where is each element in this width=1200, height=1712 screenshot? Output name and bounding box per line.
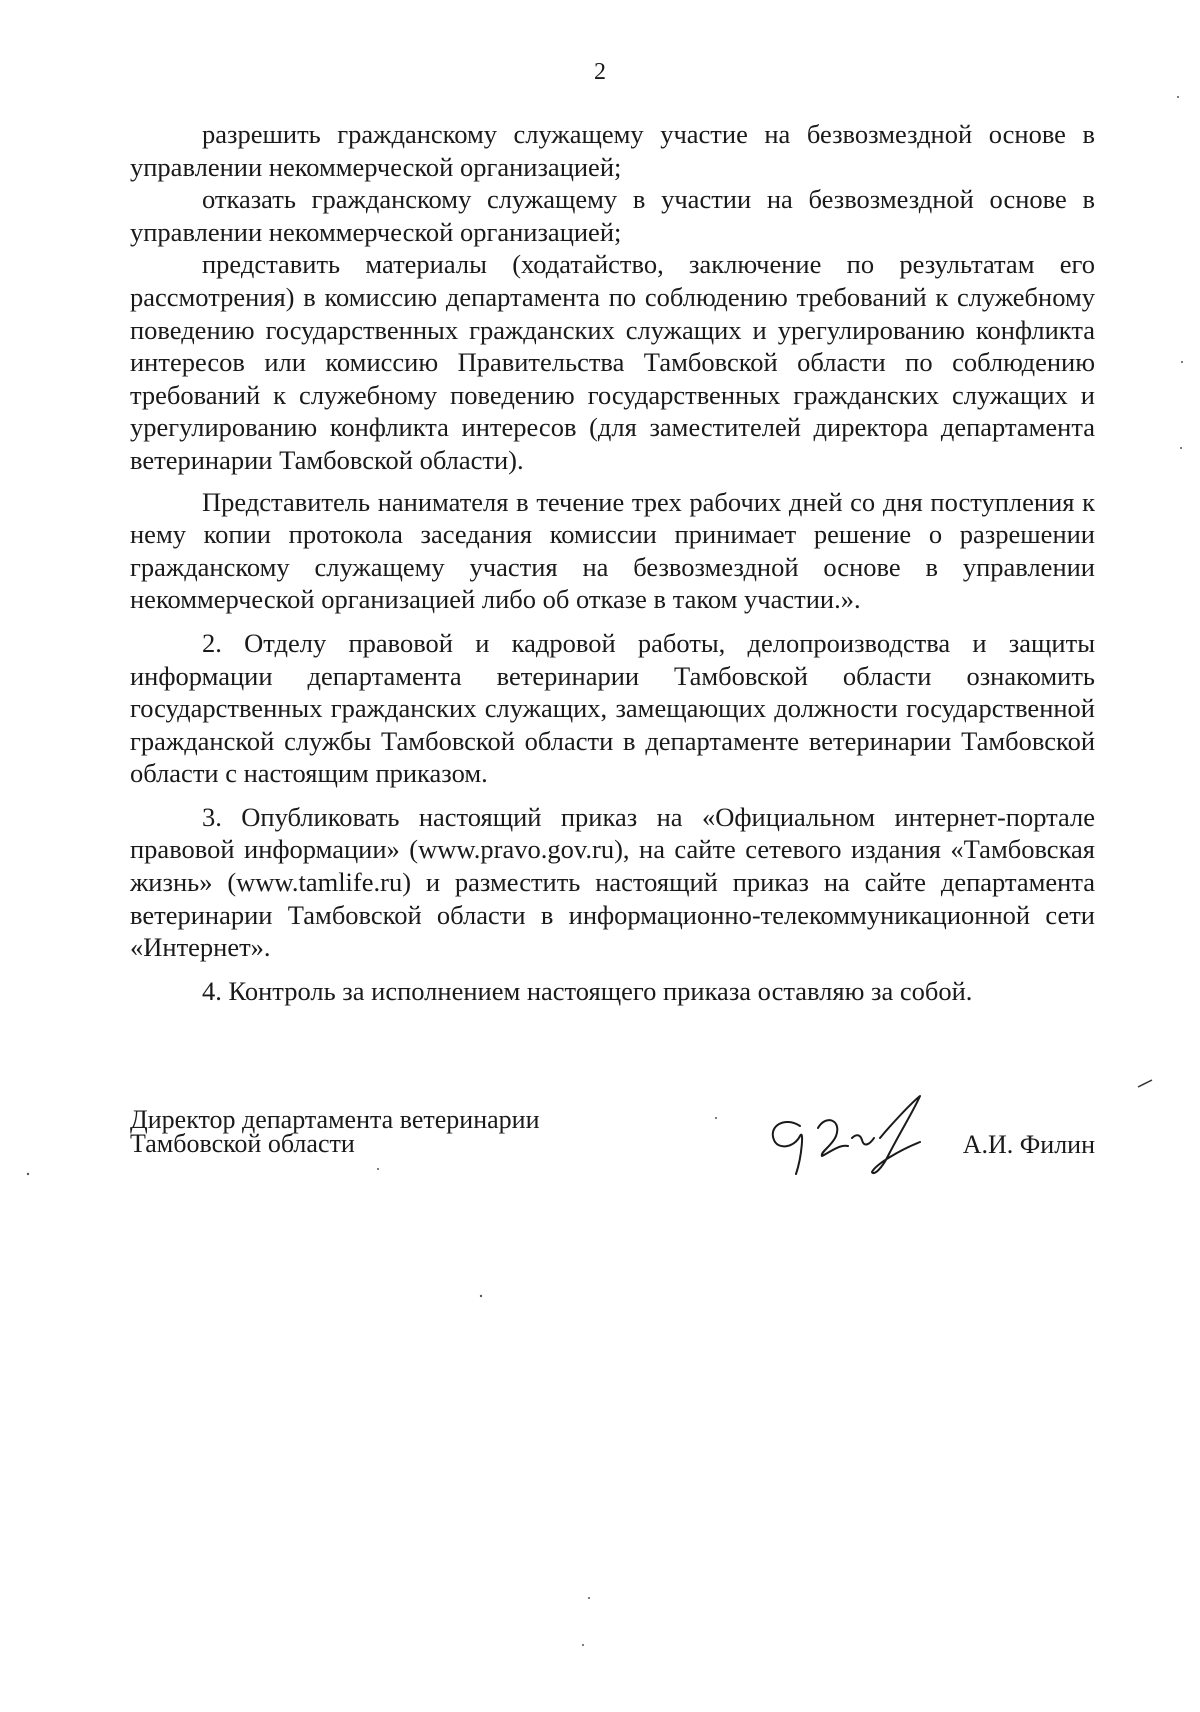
paragraph-item-4: 4. Контроль за исполнением настоящего приказа оставляю за собой. bbox=[202, 975, 973, 1006]
paragraph-submit-materials: представить материалы (ходатайство, заключение по результатам его рассмотрения) в комиссию департамента по соблюдению требований к служебному поведению государственных гражданских служащих и урегулированию конфликта интересов или комиссию Правительства Тамбовской области по соблюдению требований к служебному поведению государственных гражданских служащих и урегулированию конфликта интересов (для заместителей директора департамента ветеринарии Тамбовской области). bbox=[130, 249, 1095, 475]
paragraph-permit: разрешить гражданскому служащему участие на безвозмездной основе в управлении некоммерческой организацией; bbox=[130, 119, 1095, 182]
signatory-name: А.И. Филин bbox=[962, 1130, 1095, 1159]
signatory-position-line-2: Тамбовской области bbox=[130, 1129, 355, 1158]
paragraph-employer-decision: Представитель нанимателя в течение трех рабочих дней со дня поступления к нему копии протокола заседания комиссии принимает решение о разрешении гражданскому служащему участия на безвозмездной основе в управлении некоммерческой организацией либо об отказе в таком участии.». bbox=[130, 486, 1095, 615]
paragraph-item-3: 3. Опубликовать настоящий приказ на «Официальном интернет-портале правовой информации» (www.pravo.gov.ru), на сайте сетевого издания «Тамбовская жизнь» (www.tamlife.ru) и разместить настоящий приказ на сайте департамента ветеринарии Тамбовской области в информационно-телекоммуникационной сети «Интернет». bbox=[130, 801, 1095, 963]
signature-block bbox=[130, 1105, 1095, 1188]
document-body bbox=[130, 118, 1095, 1007]
handwritten-signature-icon bbox=[760, 1086, 950, 1181]
signatory-position bbox=[130, 1105, 540, 1158]
paragraph-refuse: отказать гражданскому служащему в участии на безвозмездной основе в управлении некоммерческой организацией; bbox=[130, 184, 1095, 247]
paragraph-item-2: 2. Отделу правовой и кадровой работы, делопроизводства и защиты информации департамента ветеринарии Тамбовской области ознакомить государственных гражданских служащих, замещающих должности государственной гражданской службы Тамбовской области в департаменте ветеринарии Тамбовской области с настоящим приказом. bbox=[130, 627, 1095, 789]
page-number: 2 bbox=[594, 59, 606, 85]
signatory-position-line-1: Директор департамента ветеринарии bbox=[130, 1105, 540, 1134]
